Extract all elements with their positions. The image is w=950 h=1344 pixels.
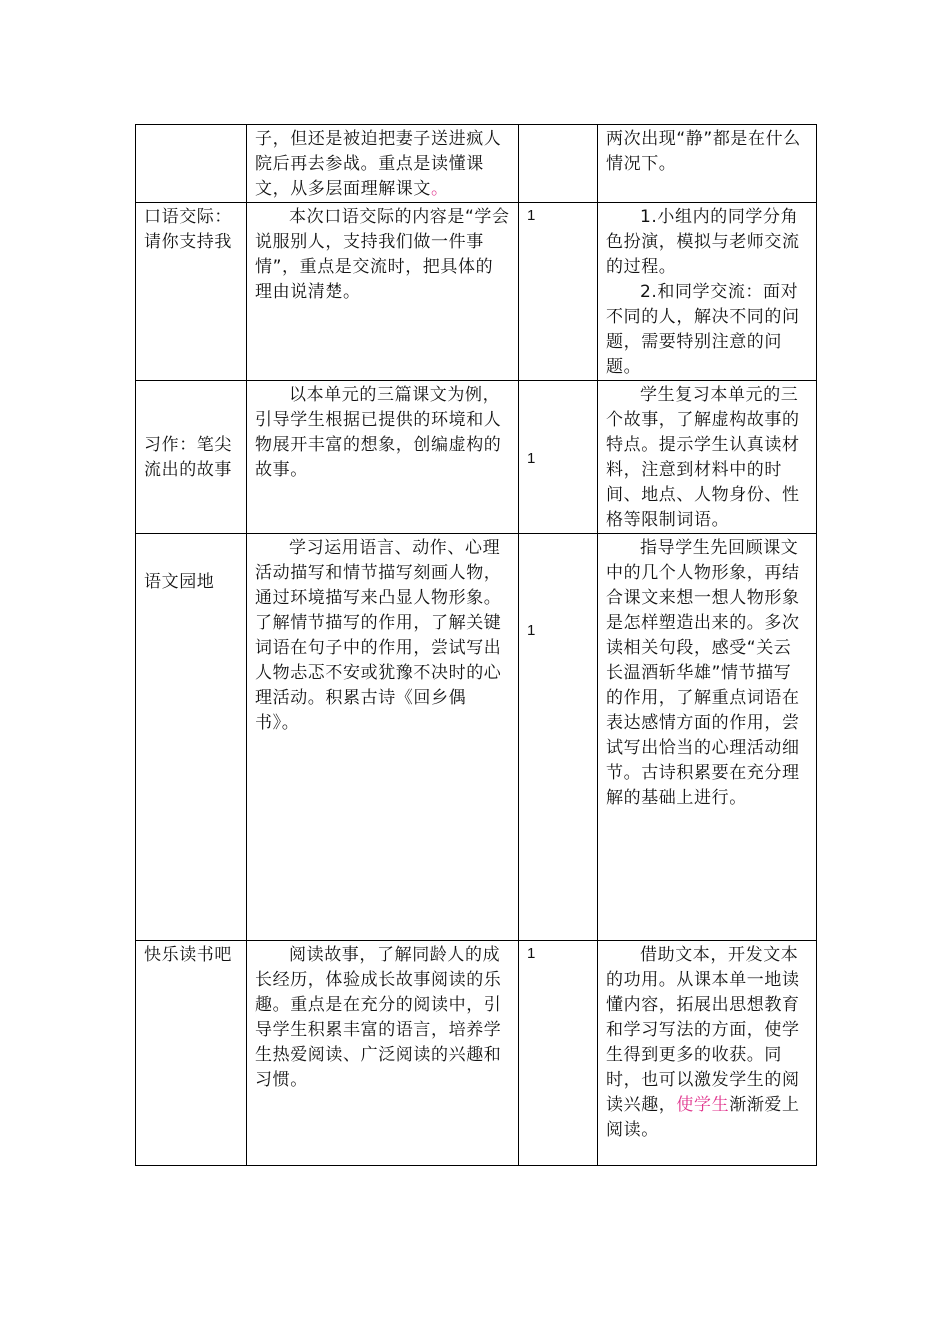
method-text: 两次出现“静”都是在什么情况下。 (606, 129, 801, 174)
content-text: 本次口语交际的内容是“学会说服别人，支持我们做一件事情”，重点是交流时，把具体的理由说清楚。 (255, 207, 510, 302)
content-text: 阅读故事，了解同龄人的成长经历，体验成长故事阅读的乐趣。重点是在充分的阅读中，引导学生积累丰富的语言，培养学生热爱阅读、广泛阅读的兴趣和习惯。 (255, 945, 502, 1090)
content-cell (247, 381, 519, 534)
hours-cell (519, 125, 598, 203)
method-cell (598, 534, 817, 941)
method-cell (598, 125, 817, 203)
content-cell (247, 534, 519, 941)
hours-cell: 1 (519, 381, 598, 534)
method-text: 借助文本，开发文本的功用。从课本单一地读懂内容，拓展出思想教育和学习写法的方面，使学生得到更多的收获。同时，也可以激发学生的阅读兴趣， (606, 945, 800, 1115)
topic-cell: 习作：笔尖流出的故事 (136, 381, 247, 534)
method-text: 学生复习本单元的三个故事，了解虚构故事的特点。提示学生认真读材料，注意到材料中的时间、地点、人物身份、性格等限制词语。 (606, 385, 800, 530)
method-cell (598, 381, 817, 534)
highlighted-text: 使学生 (676, 1095, 730, 1115)
topic-cell (136, 125, 247, 203)
method-cell (598, 941, 817, 1166)
method-cell (598, 203, 817, 381)
hours-cell: 1 (519, 203, 598, 381)
method-text: 指导学生先回顾课文中的几个人物形象，再结合课文来想一想人物形象是怎样塑造出来的。多次读相关句段，感受“关云长温酒斩华雄”情节描写的作用，了解重点词语在表达感情方面的作用，尝试写出恰当的心理活动细节。古诗积累要在充分理解的基础上进行。 (606, 538, 800, 808)
content-text: 以本单元的三篇课文为例，引导学生根据已提供的环境和人物展开丰富的想象，创编虚构的故事。 (255, 385, 502, 480)
topic-cell: 语文园地 (136, 534, 247, 941)
table-row (136, 125, 817, 203)
table-row (136, 534, 817, 941)
method-text: 2.和同学交流：面对不同的人，解决不同的问题，需要特别注意的问题。 (606, 282, 800, 377)
hours-cell: 1 (519, 941, 598, 1166)
table-row (136, 941, 817, 1166)
content-cell (247, 125, 519, 203)
method-text: 渐渐爱上阅读。 (606, 1095, 800, 1140)
table-row (136, 381, 817, 534)
content-cell (247, 941, 519, 1166)
table-row (136, 203, 817, 381)
highlighted-punctuation: 。 (431, 179, 449, 199)
topic-cell: 口语交际：请你支持我 (136, 203, 247, 381)
content-text: 学习运用语言、动作、心理活动描写和情节描写刻画人物，通过环境描写来凸显人物形象。了解情节描写的作用，了解关键词语在句子中的作用，尝试写出人物忐忑不安或犹豫不决时的心理活动。积累古诗《回乡偶书》。 (255, 538, 502, 733)
hours-cell: 1 (519, 534, 598, 941)
topic-cell: 快乐读书吧 (136, 941, 247, 1166)
lesson-plan-table (135, 124, 817, 1166)
method-text: 1.小组内的同学分角色扮演，模拟与老师交流的过程。 (606, 207, 800, 277)
content-cell (247, 203, 519, 381)
content-text: 子，但还是被迫把妻子送进疯人院后再去参战。重点是读懂课文，从多层面理解课文 (255, 129, 502, 199)
